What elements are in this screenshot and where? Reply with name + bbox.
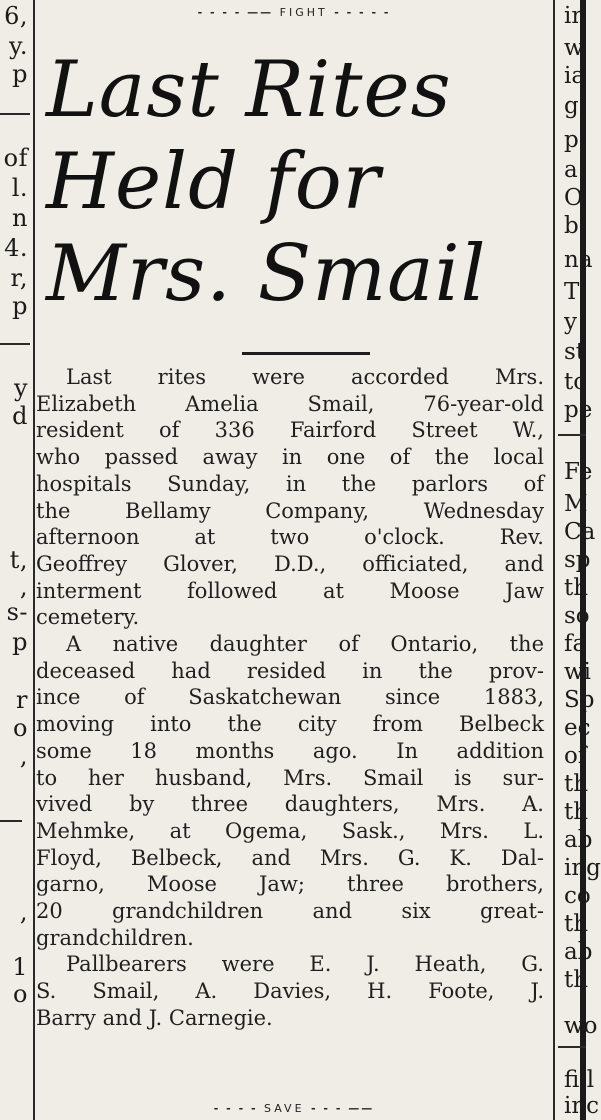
text-line: hospitals Sunday, in the parlors of xyxy=(36,471,544,496)
right-fragment: a xyxy=(564,157,578,183)
paragraph-1 xyxy=(36,364,544,631)
text-line: Pallbearers were E. J. Heath, G. xyxy=(66,952,544,977)
right-fragment: pe xyxy=(564,397,593,423)
right-fragment: th xyxy=(564,771,589,797)
text-line: Floyd, Belbeck, and Mrs. G. K. Dal- xyxy=(36,845,544,870)
kicker-dashes: - - - - —— xyxy=(197,6,274,19)
right-fragment: y xyxy=(564,309,577,335)
text-line: Mehmke, at Ogema, Sask., Mrs. L. xyxy=(36,818,544,843)
column-rule-right xyxy=(553,0,555,1120)
left-fragment: o xyxy=(13,714,28,742)
left-fragment: 1 xyxy=(12,953,28,981)
text-line: Last rites were accorded Mrs. xyxy=(66,365,544,389)
kicker-bottom xyxy=(36,1102,552,1115)
right-fragment: fa xyxy=(564,631,587,657)
right-fragment: to xyxy=(564,369,588,395)
right-fragment: fill xyxy=(564,1067,595,1093)
right-fragment: ab xyxy=(564,827,593,853)
left-fragment: o xyxy=(13,980,28,1008)
left-fragment: p xyxy=(12,628,28,656)
right-fragment: T xyxy=(564,279,580,305)
text-line: deceased had resided in the prov- xyxy=(36,658,544,683)
headline xyxy=(46,44,546,320)
headline-line-1: Last Rites xyxy=(46,45,452,135)
right-fragment: co xyxy=(564,883,591,909)
column-rule-left xyxy=(33,0,35,1120)
kicker-bottom-label: SAVE xyxy=(264,1102,305,1115)
text-line: some 18 months ago. In addition xyxy=(36,738,544,763)
text-line: Barry and J. Carnegie. xyxy=(36,1005,273,1030)
text-line: who passed away in one of the local xyxy=(36,445,544,470)
text-line: vived by three daughters, Mrs. A. xyxy=(36,792,544,817)
right-fragment: g xyxy=(564,93,579,119)
right-separator xyxy=(558,1046,586,1048)
text-line: resident of 336 Fairford Street W., xyxy=(36,418,544,443)
paragraph-2 xyxy=(36,631,544,951)
right-fragment: O xyxy=(564,185,583,211)
article-body xyxy=(36,364,544,1032)
left-fragment: y xyxy=(13,374,28,402)
text-line: ince of Saskatchewan since 1883, xyxy=(36,685,544,710)
kicker-top xyxy=(36,6,552,19)
text-line: 20 grandchildren and six great- xyxy=(36,899,544,924)
right-fragment: st xyxy=(564,339,586,365)
text-line: the Bellamy Company, Wednesday xyxy=(36,498,544,523)
text-line: A native daughter of Ontario, the xyxy=(66,632,544,657)
right-fragment: p xyxy=(564,127,579,153)
text-line: moving into the city from Belbeck xyxy=(36,712,544,737)
right-fragment: na xyxy=(564,247,593,273)
left-fragment: y. xyxy=(9,32,28,60)
kicker-dashes: - - - - - xyxy=(334,6,391,19)
left-fragment: d xyxy=(12,402,28,430)
right-fragment: w xyxy=(564,35,584,61)
left-fragment: p xyxy=(12,292,28,320)
left-fragment: r, xyxy=(10,264,28,292)
text-line: to her husband, Mrs. Smail is sur- xyxy=(36,765,544,790)
headline-line-2: Held for xyxy=(46,137,381,227)
text-line: afternoon at two o'clock. Rev. xyxy=(36,525,544,550)
left-fragment: , xyxy=(19,573,28,601)
right-fragment: th xyxy=(564,911,589,937)
text-line: cemetery. xyxy=(36,605,140,630)
left-separator xyxy=(0,820,22,822)
paragraph-3 xyxy=(36,951,544,1031)
left-fragment: p xyxy=(12,60,28,88)
text-line: garno, Moose Jaw; three brothers, xyxy=(36,872,544,897)
right-fragment: th xyxy=(564,799,589,825)
kicker-dashes: - - - - xyxy=(213,1102,258,1115)
left-fragment: , xyxy=(19,742,28,770)
text-line: interment followed at Moose Jaw xyxy=(36,578,544,603)
left-fragment: , xyxy=(19,898,28,926)
kicker-top-label: FIGHT xyxy=(279,6,328,19)
right-fragment: Fe xyxy=(564,459,593,485)
right-fragment: ab xyxy=(564,939,593,965)
right-fragment: of xyxy=(564,743,587,769)
right-fragment: inc xyxy=(564,1093,600,1119)
right-fragment: Ca xyxy=(564,519,596,545)
left-separator xyxy=(0,113,30,115)
left-fragment: l. xyxy=(11,174,28,202)
right-fragment: sp xyxy=(564,547,591,573)
left-separator xyxy=(0,343,30,345)
text-line: Elizabeth Amelia Smail, 76-year-old xyxy=(36,391,544,416)
right-separator xyxy=(558,434,586,436)
left-fragment: n xyxy=(12,204,28,232)
right-fragment: in xyxy=(564,3,587,29)
right-fragment: b xyxy=(564,213,579,239)
right-fragment: th xyxy=(564,967,589,993)
right-fragment: Sp xyxy=(564,687,595,713)
left-fragment: 4. xyxy=(4,234,28,262)
right-fragment: M xyxy=(564,491,588,517)
right-fragment: so xyxy=(564,603,590,629)
headline-line-3: Mrs. Smail xyxy=(46,229,487,319)
right-fragment: ec xyxy=(564,715,591,741)
right-fragment: ing xyxy=(564,855,601,881)
left-fragment: 6, xyxy=(4,2,28,30)
left-fragment: of xyxy=(3,144,28,172)
headline-divider xyxy=(242,352,370,355)
kicker-dashes: - - - —— xyxy=(311,1102,375,1115)
right-fragment: ia xyxy=(564,63,586,89)
right-fragment: wi xyxy=(564,659,592,685)
text-line: Geoffrey Glover, D.D., officiated, and xyxy=(36,551,544,576)
text-line: grandchildren. xyxy=(36,925,194,950)
left-fragment: t, xyxy=(9,546,28,574)
right-fragment: th xyxy=(564,575,589,601)
left-fragment: r xyxy=(16,686,28,714)
left-fragment: s- xyxy=(6,598,28,626)
text-line: S. Smail, A. Davies, H. Foote, J. xyxy=(36,979,544,1004)
right-fragment: wo xyxy=(564,1013,598,1039)
